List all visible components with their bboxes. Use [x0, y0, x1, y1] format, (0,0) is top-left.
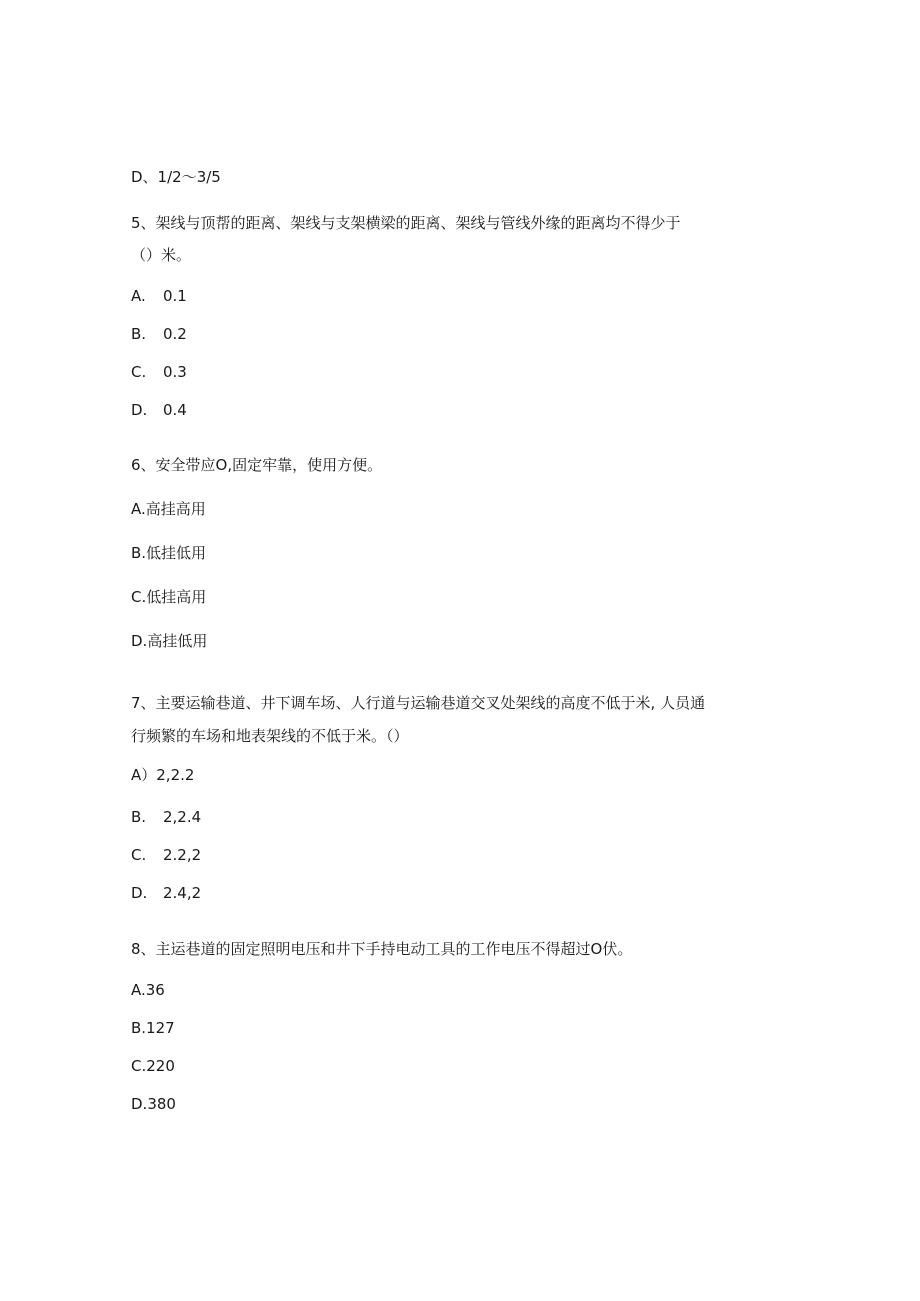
q5-option-c-text: 0.3 [163, 363, 187, 381]
q7-option-b-letter: B. [131, 808, 147, 826]
q7-option-c [131, 845, 201, 865]
q6-stem: 6、安全带应O,固定牢靠，使用方便。 [131, 456, 383, 474]
q6-option-d: D.高挂低用 [131, 632, 208, 650]
q5-option-b-letter: B. [131, 325, 147, 343]
q7-option-a-text: 2,2.2 [156, 766, 195, 784]
q8-option-c: C.220 [131, 1057, 175, 1075]
q5-option-b [131, 324, 187, 344]
q5-option-a [131, 286, 187, 306]
q7-option-a [131, 765, 194, 785]
q5-stem-line2: （）米。 [131, 246, 192, 264]
q5-option-c [131, 362, 187, 382]
q7-option-d-letter: D. [131, 884, 148, 902]
q5-option-a-letter: A. [131, 287, 146, 305]
q5-option-d-letter: D. [131, 401, 148, 419]
q6-option-a: A.高挂高用 [131, 500, 206, 518]
q7-stem-line1: 7、主要运输巷道、井下调车场、人行道与运输巷道交叉处架线的高度不低于米, 人员通 [131, 694, 706, 712]
q5-option-c-letter: C. [131, 363, 147, 381]
q7-option-b [131, 807, 201, 827]
q7-option-c-text: 2.2,2 [163, 846, 202, 864]
q7-option-b-text: 2,2.4 [163, 808, 202, 826]
q5-option-b-text: 0.2 [163, 325, 187, 343]
q7-option-c-letter: C. [131, 846, 147, 864]
q8-option-a: A.36 [131, 981, 165, 999]
q5-option-d [131, 400, 187, 420]
q6-option-c: C.低挂高用 [131, 588, 207, 606]
q8-option-b: B.127 [131, 1019, 175, 1037]
q8-stem: 8、主运巷道的固定照明电压和井下手持电动工具的工作电压不得超过O伏。 [131, 940, 633, 958]
q5-option-a-text: 0.1 [163, 287, 187, 305]
q7-option-a-letter: A） [131, 766, 157, 784]
q7-option-d [131, 883, 201, 903]
q5-option-d-text: 0.4 [163, 401, 187, 419]
q5-stem-line1: 5、架线与顶帮的距离、架线与支架横梁的距离、架线与管线外缘的距离均不得少于 [131, 214, 681, 232]
q6-option-b: B.低挂低用 [131, 544, 207, 562]
q7-option-d-text: 2.4,2 [163, 884, 202, 902]
q7-stem-line2: 行频繁的车场和地表架线的不低于米。（） [131, 727, 409, 745]
prev-option-d: D、1/2～3/5 [131, 168, 221, 186]
q8-option-d: D.380 [131, 1095, 176, 1113]
